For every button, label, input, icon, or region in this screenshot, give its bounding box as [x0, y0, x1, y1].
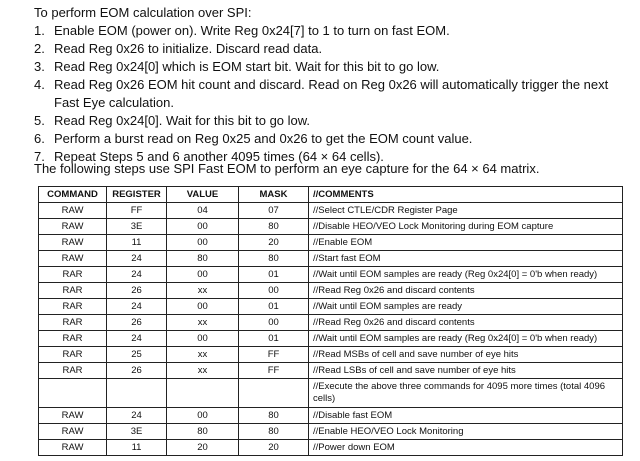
step-number: 2. — [34, 41, 45, 56]
step-text: Read Reg 0x24[0] which is EOM start bit. Wait for this bit to go low. — [54, 59, 440, 74]
intro-text: To perform EOM calculation over SPI: — [34, 5, 252, 20]
cell-command: RAW — [39, 203, 107, 219]
cell-register: 24 — [107, 267, 167, 283]
step-text: Read Reg 0x26 to initialize. Discard read data. — [54, 41, 323, 56]
step-item — [34, 130, 624, 148]
cell-comment: //Select CTLE/CDR Register Page — [309, 203, 623, 219]
step-item — [34, 40, 624, 58]
column-header-mask: MASK — [239, 187, 309, 203]
step-text: Perform a burst read on Reg 0x25 and 0x26 to get the EOM count value. — [54, 131, 473, 146]
table-row — [39, 363, 623, 379]
cell-value: xx — [167, 363, 239, 379]
cell-value: 00 — [167, 235, 239, 251]
table-row — [39, 331, 623, 347]
cell-command: RAR — [39, 283, 107, 299]
table-row — [39, 267, 623, 283]
cell-value: 80 — [167, 251, 239, 267]
cell-value: xx — [167, 347, 239, 363]
cell-comment: //Power down EOM — [309, 440, 623, 456]
cell-mask: 20 — [239, 440, 309, 456]
cell-comment: //Disable HEO/VEO Lock Monitoring during EOM capture — [309, 219, 623, 235]
cell-register — [107, 379, 167, 408]
step-item — [34, 112, 624, 130]
cell-comment: //Read Reg 0x26 and discard contents — [309, 283, 623, 299]
cell-command — [39, 379, 107, 408]
cell-register: 25 — [107, 347, 167, 363]
cell-command: RAW — [39, 235, 107, 251]
table-row — [39, 283, 623, 299]
cell-register: 26 — [107, 283, 167, 299]
cell-comment: //Start fast EOM — [309, 251, 623, 267]
step-text: Read Reg 0x24[0]. Wait for this bit to go low. — [54, 113, 311, 128]
step-number: 6. — [34, 131, 45, 146]
cell-mask — [239, 379, 309, 408]
cell-comment: //Read LSBs of cell and save number of eye hits — [309, 363, 623, 379]
cell-command: RAR — [39, 347, 107, 363]
cell-register: 11 — [107, 440, 167, 456]
cell-comment: //Read Reg 0x26 and discard contents — [309, 315, 623, 331]
step-item — [34, 22, 624, 40]
cell-comment: //Wait until EOM samples are ready (Reg 0x24[0] = 0'b when ready) — [309, 267, 623, 283]
cell-command: RAW — [39, 424, 107, 440]
table-row — [39, 219, 623, 235]
step-number: 1. — [34, 23, 45, 38]
cell-value: 80 — [167, 424, 239, 440]
cell-register: 3E — [107, 424, 167, 440]
cell-mask: 07 — [239, 203, 309, 219]
table-row — [39, 315, 623, 331]
cell-command: RAR — [39, 267, 107, 283]
table-row — [39, 299, 623, 315]
step-number: 7. — [34, 149, 45, 164]
cell-comment: //Read MSBs of cell and save number of eye hits — [309, 347, 623, 363]
cell-comment: //Enable HEO/VEO Lock Monitoring — [309, 424, 623, 440]
cell-mask: 01 — [239, 299, 309, 315]
table-row — [39, 440, 623, 456]
table-intro-text: The following steps use SPI Fast EOM to perform an eye capture for the 64 × 64 matrix. — [34, 161, 540, 176]
cell-register: 24 — [107, 251, 167, 267]
cell-value: 00 — [167, 408, 239, 424]
cell-mask: 80 — [239, 408, 309, 424]
spi-command-table — [38, 186, 623, 456]
step-number: 5. — [34, 113, 45, 128]
cell-mask: 01 — [239, 267, 309, 283]
table-row — [39, 408, 623, 424]
cell-mask: 80 — [239, 251, 309, 267]
cell-register: 11 — [107, 235, 167, 251]
step-text: Enable EOM (power on). Write Reg 0x24[7] to 1 to turn on fast EOM. — [54, 23, 450, 38]
column-header-comments: //COMMENTS — [309, 187, 623, 203]
step-text: Read Reg 0x26 EOM hit count and discard. Read on Reg 0x26 will automatically trigger the next Fast Eye calculation. — [54, 77, 609, 110]
column-header-register: REGISTER — [107, 187, 167, 203]
cell-register: 24 — [107, 299, 167, 315]
cell-register: 26 — [107, 363, 167, 379]
table-row — [39, 235, 623, 251]
step-number: 3. — [34, 59, 45, 74]
cell-mask: 80 — [239, 219, 309, 235]
step-text: Repeat Steps 5 and 6 another 4095 times (64 × 64 cells). — [54, 149, 384, 164]
cell-value: 04 — [167, 203, 239, 219]
cell-register: FF — [107, 203, 167, 219]
column-header-value: VALUE — [167, 187, 239, 203]
cell-comment: //Wait until EOM samples are ready (Reg 0x24[0] = 0'b when ready) — [309, 331, 623, 347]
table-row — [39, 379, 623, 408]
cell-mask: 80 — [239, 424, 309, 440]
cell-value: 00 — [167, 331, 239, 347]
cell-value: 00 — [167, 267, 239, 283]
cell-mask: FF — [239, 347, 309, 363]
cell-comment: //Execute the above three commands for 4095 more times (total 4096 cells) — [309, 379, 623, 408]
table-row — [39, 347, 623, 363]
cell-command: RAR — [39, 331, 107, 347]
cell-value: xx — [167, 315, 239, 331]
cell-register: 26 — [107, 315, 167, 331]
cell-command: RAR — [39, 363, 107, 379]
cell-command: RAR — [39, 299, 107, 315]
cell-value — [167, 379, 239, 408]
table-row — [39, 251, 623, 267]
cell-mask: 01 — [239, 331, 309, 347]
cell-command: RAR — [39, 315, 107, 331]
step-item — [34, 76, 624, 112]
cell-value: 00 — [167, 299, 239, 315]
cell-mask: 00 — [239, 315, 309, 331]
column-header-command: COMMAND — [39, 187, 107, 203]
table-header-row — [39, 187, 623, 203]
cell-command: RAW — [39, 440, 107, 456]
table-body — [39, 203, 623, 456]
cell-mask: 00 — [239, 283, 309, 299]
cell-comment: //Enable EOM — [309, 235, 623, 251]
table-row — [39, 203, 623, 219]
cell-comment: //Disable fast EOM — [309, 408, 623, 424]
cell-register: 24 — [107, 331, 167, 347]
cell-value: 00 — [167, 219, 239, 235]
cell-mask: 20 — [239, 235, 309, 251]
cell-command: RAW — [39, 408, 107, 424]
cell-register: 24 — [107, 408, 167, 424]
steps-list — [34, 22, 624, 166]
cell-register: 3E — [107, 219, 167, 235]
table-row — [39, 424, 623, 440]
cell-value: 20 — [167, 440, 239, 456]
cell-command: RAW — [39, 219, 107, 235]
cell-comment: //Wait until EOM samples are ready — [309, 299, 623, 315]
cell-mask: FF — [239, 363, 309, 379]
step-item — [34, 58, 624, 76]
cell-value: xx — [167, 283, 239, 299]
cell-command: RAW — [39, 251, 107, 267]
step-number: 4. — [34, 77, 45, 92]
